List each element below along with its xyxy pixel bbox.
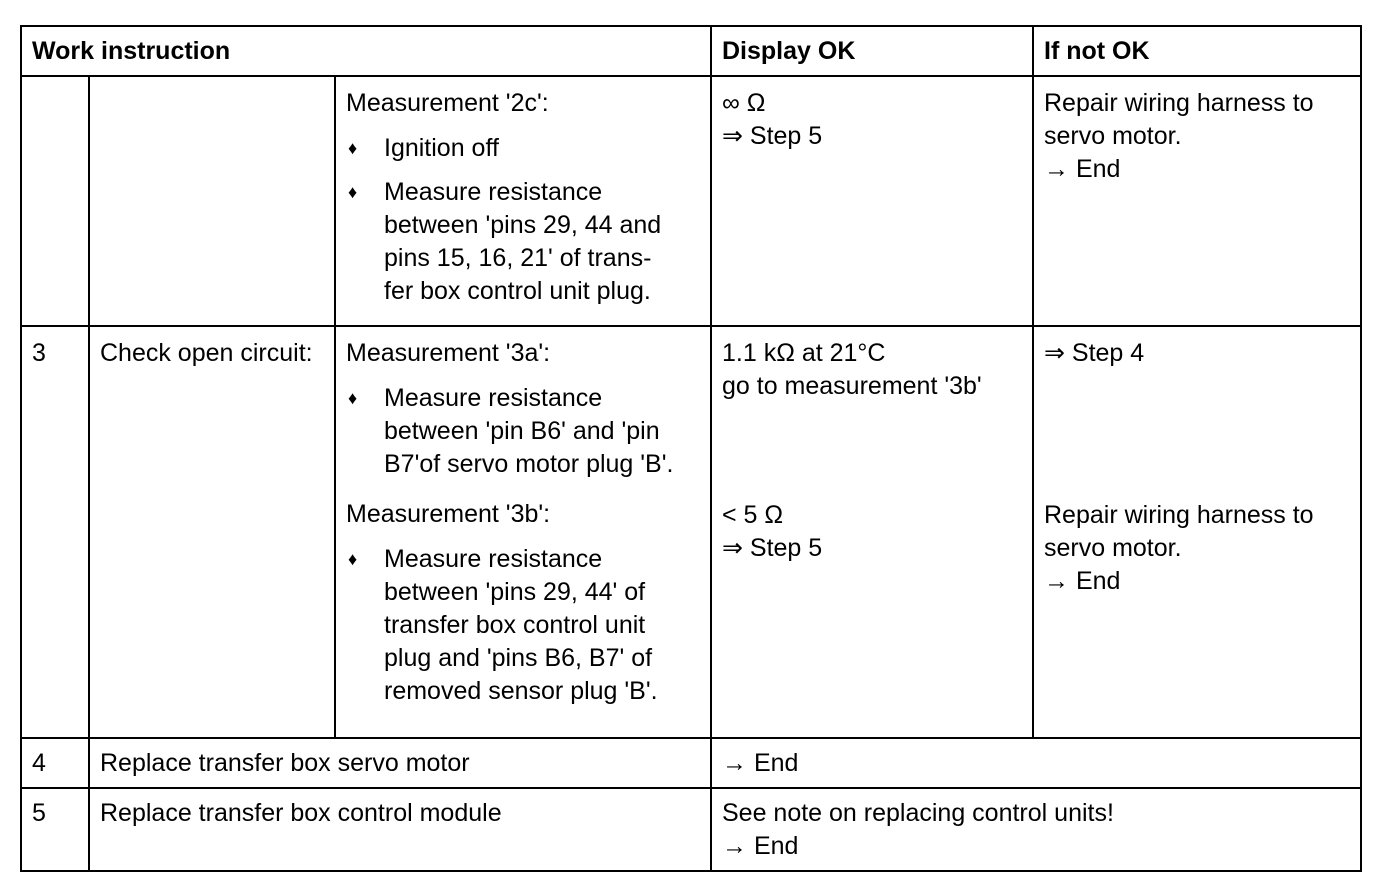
action-cell [89, 326, 335, 738]
if-not-ok-text: servo motor. [1044, 122, 1182, 150]
bullet-text: plug and 'pins B6, B7' of [384, 644, 653, 672]
if-not-ok-text: servo motor. [1044, 534, 1182, 562]
list-item [346, 382, 700, 481]
step-number: 3 [32, 339, 46, 367]
display-ok-next: ⇒ Step 5 [722, 534, 823, 562]
display-ok-3b [722, 499, 1022, 565]
step-number-cell [21, 788, 89, 871]
if-not-ok-3a [1044, 327, 1350, 499]
display-ok-5-block [722, 789, 1350, 863]
bullet-text: removed sensor plug 'B'. [384, 677, 658, 705]
bullet-text: Measure resistance [384, 384, 603, 412]
if-not-ok-text: Repair wiring harness to [1044, 89, 1314, 117]
header-if-not-ok: If not OK [1033, 26, 1361, 76]
display-ok-next: ⇒ Step 5 [722, 122, 823, 150]
bullet-text: transfer box control unit [384, 611, 646, 639]
list-item [346, 543, 700, 708]
bullet-text: between 'pins 29, 44' of [384, 578, 646, 606]
bullet-text: Measure resistance [384, 545, 603, 573]
bullet-text: B7'of servo motor plug 'B'. [384, 450, 674, 478]
measurement-2c-bullets [346, 132, 700, 308]
table-row-4 [21, 738, 1361, 788]
action-cell [89, 788, 711, 871]
measurement-3b-block [346, 481, 700, 708]
display-ok-3-cell [711, 326, 1033, 738]
header-display-ok: Display OK [711, 26, 1033, 76]
if-not-ok-next: → End [1044, 567, 1121, 595]
diamond-bullet-icon: ♦ [348, 182, 358, 202]
display-ok-note: See note on replacing control units! [722, 799, 1114, 827]
bullet-text: fer box control unit plug. [384, 277, 651, 305]
measurement-3a-bullets [346, 382, 700, 481]
measurement-2c-cell [335, 76, 711, 326]
if-not-ok-3b [1044, 499, 1350, 598]
measurement-2c-label: Measurement '2c': [346, 89, 549, 117]
display-ok-value: ∞ Ω [722, 89, 766, 117]
table-row-3 [21, 326, 1361, 738]
header-work-instruction: Work instruction [21, 26, 711, 76]
action-text: Check open circuit: [100, 339, 313, 367]
measurement-3a-block [346, 327, 700, 481]
measurement-3b-label: Measurement '3b': [346, 500, 551, 528]
display-ok-next: → End [722, 832, 799, 860]
display-ok-3a [722, 327, 1022, 499]
bullet-text: Measure resistance [384, 178, 603, 206]
list-item [346, 176, 700, 308]
step-number-cell [21, 326, 89, 738]
display-ok-4-cell [711, 738, 1361, 788]
diamond-bullet-icon: ♦ [348, 549, 358, 569]
measurement-3-cell [335, 326, 711, 738]
work-instruction-table [20, 25, 1362, 872]
step-number: 4 [32, 749, 46, 777]
bullet-text: pins 15, 16, 21' of trans- [384, 244, 652, 272]
diamond-bullet-icon: ♦ [348, 138, 358, 158]
action-cell-empty [89, 76, 335, 326]
display-ok-2c-cell [711, 76, 1033, 326]
display-ok-value: < 5 Ω [722, 501, 784, 529]
bullet-text: between 'pin B6' and 'pin [384, 417, 660, 445]
table-row-2c [21, 76, 1361, 326]
if-not-ok-3-cell [1033, 326, 1361, 738]
action-text: Replace transfer box servo motor [100, 749, 470, 777]
display-ok-next: go to measurement '3b' [722, 372, 982, 400]
bullet-text: Ignition off [384, 134, 499, 162]
step-number: 5 [32, 799, 46, 827]
step-number-cell [21, 738, 89, 788]
measurement-3a-label: Measurement '3a': [346, 339, 551, 367]
display-ok-5-cell [711, 788, 1361, 871]
if-not-ok-next: → End [1044, 155, 1121, 183]
if-not-ok-next: ⇒ Step 4 [1044, 339, 1145, 367]
display-ok-next: → End [722, 749, 799, 777]
bullet-text: between 'pins 29, 44 and [384, 211, 662, 239]
action-cell [89, 738, 711, 788]
table-row-5 [21, 788, 1361, 871]
if-not-ok-text: Repair wiring harness to [1044, 501, 1314, 529]
step-cell-empty [21, 76, 89, 326]
diamond-bullet-icon: ♦ [348, 388, 358, 408]
display-ok-value: 1.1 kΩ at 21°C [722, 339, 886, 367]
measurement-3b-bullets [346, 543, 700, 708]
list-item [346, 132, 700, 165]
action-text: Replace transfer box control module [100, 799, 502, 827]
if-not-ok-2c-cell [1033, 76, 1361, 326]
header-row [21, 26, 1361, 76]
